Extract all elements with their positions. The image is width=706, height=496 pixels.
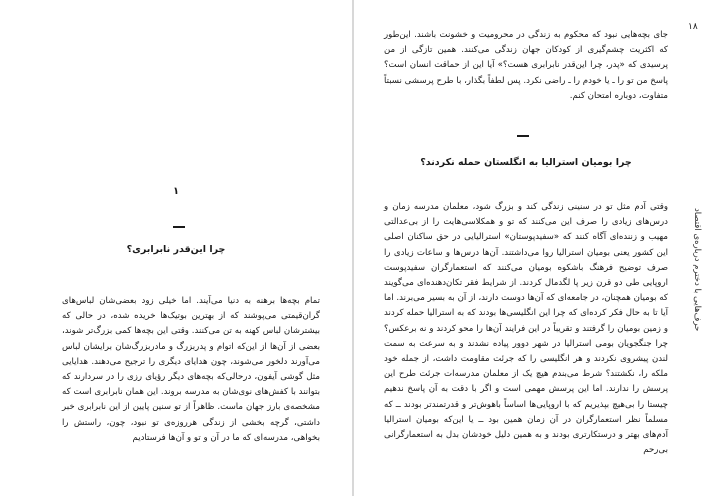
chapter-heading: چرا این‌قدر نابرابری؟ [126,244,226,255]
right-page-body-top: جای بچه‌هایی نبود که محکوم به زندگی در محرومیت و خشونت باشند. این‌طور که اکثریت چشم‌گیری از کودکان جهان زندگی می‌کنند. همین تازگی از من پرسیدی که «پدر، چرا این‌قدر نابرابری هست؟» آیا این از حماقت انسان است؟ پاسخ من تو را ـ یا خودم را ـ راضی نکرد. پس لطفاً بگذار، با طرح پرسشی نسبتاً متفاوت، دوباره امتحان کنم. [384,30,668,101]
left-page [0,0,352,496]
right-page-body-bottom: وقتی آدم مثل تو در سنینی زندگی کند و بزرگ شود، معلمان مدرسه زمان و درس‌های زیادی را صرف این می‌کنند که تو و همکلاسی‌هایت را از بی‌عدالتی مهیب و زننده‌ای آگاه کنند که «سفیدپوستان» استرالیایی در حق ساکنان اصلی این کشور یعنی بومیان استرالیا روا می‌داشتند. آن‌ها درس‌ها و ساعات زیادی را صرف توضیح فرهنگ باشکوه بومیان می‌کنند که استعمارگران سفیدپوست اروپایی طی دو قرن زیر پا لگدمال کردند. از شرایط فقر تکان‌دهنده‌ای می‌گویند که بومیان همچنان، در جامعه‌ای که آن‌ها دوست دارند، از آن به بسیر می‌برند. اما آیا تا به حال فکر کرده‌ای که چرا این انگلیسی‌ها بودند که به استرالیا حمله کردند و زمین بومیان را گرفتند و تقریباً در این فرایند آن‌ها را محو کردند و نه برعکس؟ چرا جنگجویان بومی استرالیا در شهر دوور پیاده نشدند و به سرعت به سمت لندن پیشروی نکردند و هر انگلیسی را که جرئت مقاومت داشت، از جمله خود ملکه را، نکشتند؟ شرط می‌بندم هیچ یک از معلمان مدرسه‌ات جرئت طرح این پرسش را ندارند. اما این پرسش مهمی است و اگر با دقت به آن پاسخ ندهیم چیستا را بی‌هیچ بپذیریم که با اروپایی‌ها اساساً باهوش‌تر و قدرتمندتر بودند ــ که مسلماً نظر استعمارگران در آن زمان همین بود ــ یا این‌که بومیان استرالیا آدم‌های بهتر و درستکارتری بودند و به همین دلیل خودشان بدل به استعمارگرانی بی‌رحم [384,202,668,456]
running-head: حرف‌هایی با دخترم درباره‌ی اقتصاد [692,208,702,332]
ornament-dash [173,226,185,228]
left-page-body: تمام بچه‌ها برهنه به دنیا می‌آیند. اما خیلی زود بعضی‌شان لباس‌های گران‌قیمتی می‌پوشند که از بهترین بوتیک‌ها خریده شده، در حالی که بیشترشان لباس کهنه به تن می‌کنند. وقتی این بچه‌ها کمی بزرگ‌تر شوند، بعضی از آن‌ها از این‌که اتوام و پدربزرگ و مادربزرگ‌شان برایشان لباس می‌آورند دلخور می‌شوند، چون هدایای دیگری را ترجیح می‌دهند. هدایایی مثل گوشی آیفون، درحالی‌که بچه‌های دیگر رؤیای رزی را در سردارند که بتوانند با کفش‌های نوی‌شان به مدرسه بروند. این همان نابرابری است که مشخصه‌ی بارز جهان ماست. ظاهراً از تو سنین پایین از این نابرابری خبر داشتی، گرچه بخشی از زندگی هرروزه‌ی تو نبود، چون، راستش را بخواهی، مدرسه‌ای که ما در آن و تو و آن‌ها فرستادیم [62,296,320,443]
section-heading: چرا بومیان استرالیا به انگلستان حمله نکردند؟ [420,157,632,168]
right-page [354,0,706,496]
page-number: ۱۸ [688,22,698,32]
chapter-number: ۱ [172,186,180,197]
section-ornament-dash [517,135,529,137]
